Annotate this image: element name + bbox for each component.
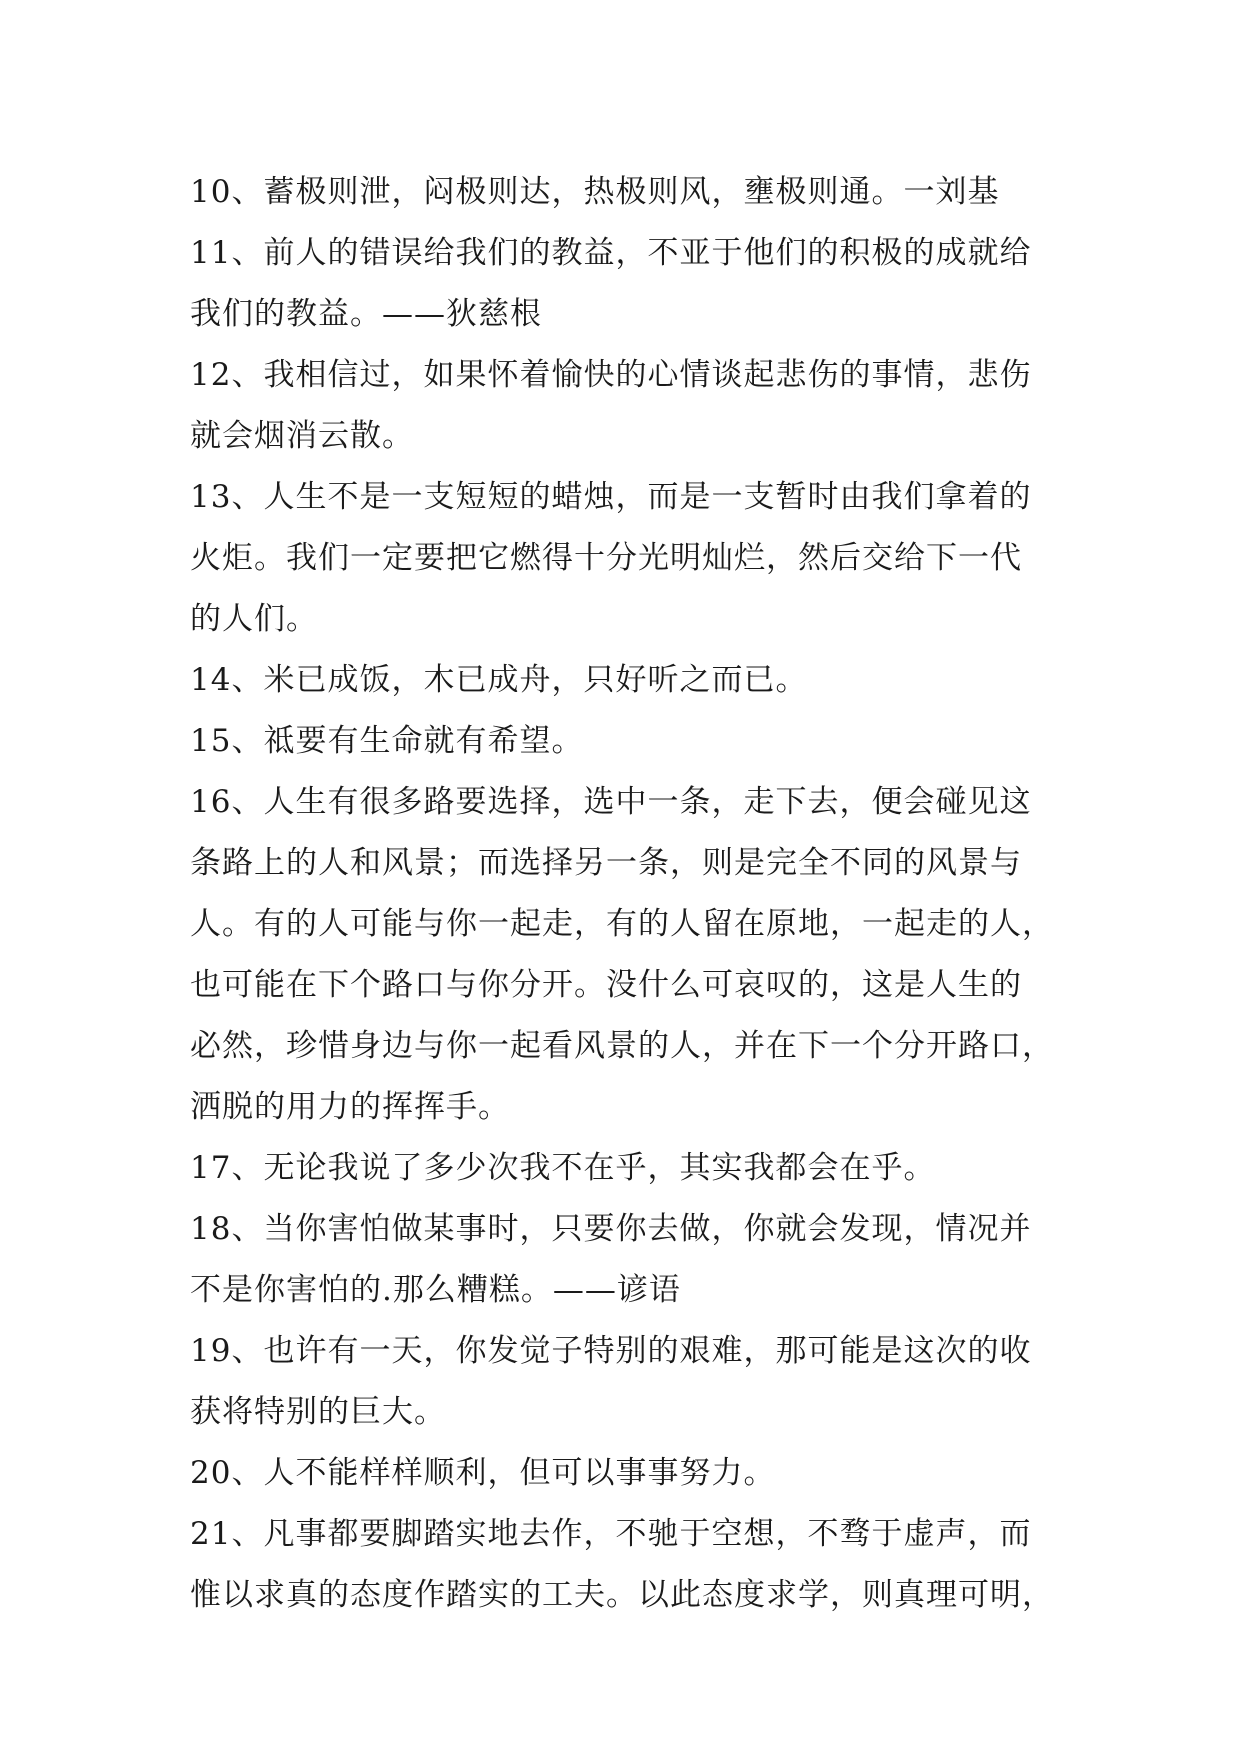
- text-line: 洒脱的用力的挥挥手。: [190, 1089, 510, 1125]
- text-line: 必然，珍惜身边与你一起看风景的人，并在下一个分开路口，: [190, 1028, 1054, 1064]
- text-line: 12、我相信过，如果怀着愉快的心情谈起悲伤的事情，悲伤: [190, 357, 1032, 393]
- text-line: 人。有的人可能与你一起走，有的人留在原地，一起走的人，: [190, 906, 1054, 942]
- text-line: 21、凡事都要脚踏实地去作，不驰于空想，不骛于虚声，而: [190, 1516, 1032, 1552]
- text-line: 也可能在下个路口与你分开。没什么可哀叹的，这是人生的: [190, 967, 1022, 1003]
- text-line: 13、人生不是一支短短的蜡烛，而是一支暂时由我们拿着的: [190, 479, 1032, 515]
- text-line: 17、无论我说了多少次我不在乎，其实我都会在乎。: [190, 1150, 936, 1186]
- text-line: 获将特别的巨大。: [190, 1394, 446, 1430]
- text-line: 我们的教益。——狄慈根: [190, 296, 542, 332]
- text-line: 18、当你害怕做某事时，只要你去做，你就会发现，情况并: [190, 1211, 1032, 1247]
- text-line: 条路上的人和风景；而选择另一条，则是完全不同的风景与: [190, 845, 1022, 881]
- text-line: 火炬。我们一定要把它燃得十分光明灿烂，然后交给下一代: [190, 540, 1022, 576]
- text-line: 19、也许有一天，你发觉子特别的艰难，那可能是这次的收: [190, 1333, 1032, 1369]
- document-body: [190, 162, 1054, 1626]
- text-line: 不是你害怕的.那么糟糕。——谚语: [190, 1272, 681, 1308]
- text-line: 15、祗要有生命就有希望。: [190, 723, 584, 759]
- text-line: 16、人生有很多路要选择，选中一条，走下去，便会碰见这: [190, 784, 1032, 820]
- text-line: 就会烟消云散。: [190, 418, 414, 454]
- text-line: 11、前人的错误给我们的教益，不亚于他们的积极的成就给: [190, 235, 1032, 271]
- text-line: 惟以求真的态度作踏实的工夫。以此态度求学，则真理可明，: [190, 1577, 1054, 1613]
- text-line: 20、人不能样样顺利，但可以事事努力。: [190, 1455, 776, 1491]
- text-line: 的人们。: [190, 601, 318, 637]
- text-line: 14、米已成饭，木已成舟，只好听之而已。: [190, 662, 808, 698]
- text-line: 10、蓄极则泄，闷极则达，热极则风，壅极则通。一刘基: [190, 174, 1000, 210]
